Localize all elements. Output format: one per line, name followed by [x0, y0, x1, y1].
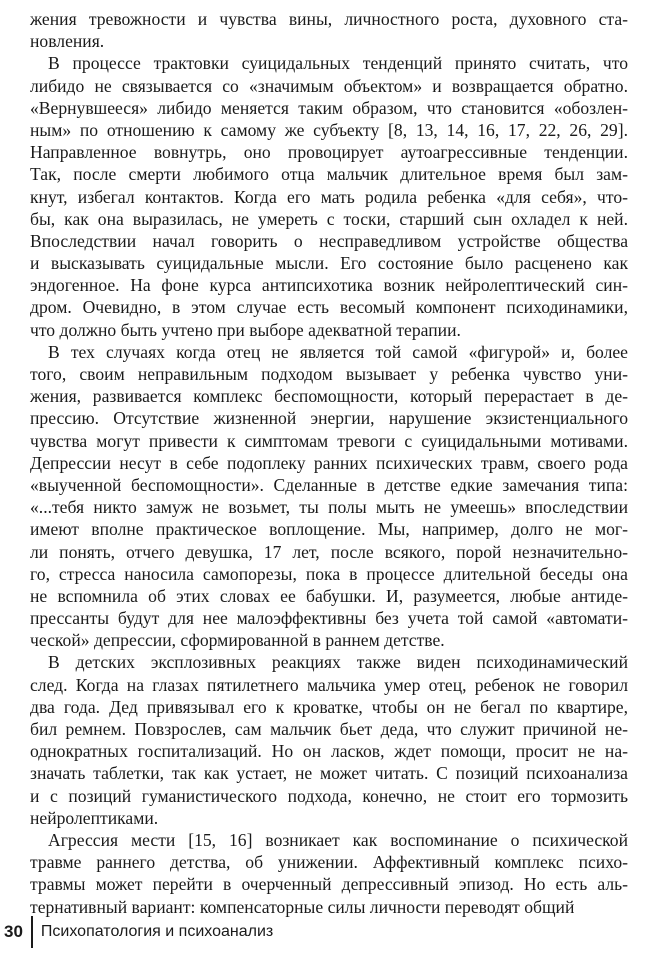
text-line: Агрессия мести [15, 16] возникает как воспоминание о психической	[48, 829, 628, 850]
text-line: бил ремнем. Повзрослев, сам мальчик бьет деда, что служит причиной не-	[30, 719, 628, 739]
running-title: Психопатология и психоанализ	[40, 923, 274, 940]
text-line: нейролептиками.	[30, 807, 159, 828]
text-line: В процессе трактовки суицидальных тенденций принято считать, что	[48, 53, 628, 74]
paragraph	[30, 651, 628, 829]
text-line: «выученной беспомощности». Сделанные в детстве едкие замечания типа:	[30, 474, 628, 495]
text-line: прессию. Отсутствие жизненной энергии, нарушение экзистенциального	[30, 408, 628, 429]
text-line: дром. Очевидно, в этом случае есть весомый компонент психодинамики,	[30, 297, 628, 318]
text-line: и высказывать суицидальные мысли. Его состояние было расценено как	[30, 253, 628, 274]
text-line: ли понять, отчего девушка, 17 лет, после всякого, порой незначительно-	[30, 541, 628, 562]
footer-divider	[31, 916, 33, 948]
text-line: либидо не связывается со «значимым объектом» и возвращается обратно.	[30, 75, 628, 96]
text-line: В тех случаях когда отец не является той самой «фигурой» и, более	[48, 341, 628, 362]
text-line: два года. Дед привязывал его к кроватке, чтобы он не бегал по квартире,	[30, 696, 628, 717]
text-line: след. Когда на глазах пятилетнего мальчика умер отец, ребенок не говорил	[30, 674, 628, 695]
text-line: того, своим неправильным подходом вызывает у ребенка чувство уни-	[30, 364, 628, 384]
text-line: кнут, избегал контактов. Когда его мать родила ребенка «для себя», что-	[30, 186, 628, 207]
text-line: «...тебя никто замуж не возьмет, ты полы мыть не умеешь» впоследствии	[30, 497, 628, 518]
text-line: не вспомнила об этих словах ее бабушки. И, разумеется, любые антиде-	[30, 585, 628, 606]
text-line: Впоследствии начал говорить о несправедливом устройстве общества	[30, 230, 628, 251]
text-line: чувства могут привести к симптомам тревоги с суицидальными мотивами.	[30, 430, 628, 451]
text-line: жения тревожности и чувства вины, личностного роста, духовного ста-	[30, 9, 628, 29]
text-line: что должно быть учтено при выборе адекватной терапии.	[30, 319, 461, 340]
text-line: В детских эксплозивных реакциях также виден психодинамический	[48, 652, 628, 673]
paragraph	[30, 829, 628, 918]
text-line: новления.	[30, 31, 105, 52]
paragraph	[30, 52, 628, 340]
text-line: травме раннего детства, об унижении. Аффективный комплекс психо-	[30, 852, 628, 873]
text-line: Депрессии несут в себе подоплеку ранних психических травм, своего рода	[30, 452, 628, 473]
paragraph	[30, 8, 628, 52]
text-line: «Вернувшееся» либидо меняется таким образом, что становится «обозлен-	[30, 97, 628, 118]
text-line: го, стресса наносила самопорезы, пока в процессе длительной беседы она	[30, 563, 628, 584]
text-line: жения, развивается комплекс беспомощности, который перерастает в де-	[30, 386, 628, 407]
text-line: и с позиций гуманистического подхода, конечно, не стоит его тормозить	[30, 785, 628, 806]
body-text	[30, 8, 628, 918]
text-line: однократных госпитализаций. Но он ласков, ждет помощи, просит не на-	[30, 741, 628, 762]
text-line: травмы может перейти в очерченный депрессивный эпизод. Но есть аль-	[30, 874, 628, 895]
text-line: бы, как она выразилась, не умереть с тоски, старший сын охладел к ней.	[30, 208, 628, 229]
text-line: тернативный вариант: компенсаторные силы личности переводят общий	[30, 896, 575, 917]
paragraph	[30, 341, 628, 652]
page-footer	[4, 915, 273, 949]
text-line: эндогенное. На фоне курса антипсихотика возник нейролептический син-	[30, 275, 628, 296]
page-number: 30	[4, 922, 23, 941]
text-line: прессанты будут для нее малоэффективны без учета той самой «автомати-	[30, 608, 628, 629]
text-line: ным» по отношению к самому же субъекту [8, 13, 14, 16, 17, 22, 26, 29].	[30, 119, 628, 140]
text-line: имеют вполне практическое воплощение. Мы, например, долго не мог-	[30, 519, 628, 540]
text-line: Так, после смерти любимого отца мальчик длительное время был зам-	[30, 164, 628, 185]
text-line: значать таблетки, так как устает, не может читать. С позиций психоанализа	[30, 763, 628, 784]
text-line: ческой» депрессии, сформированной в раннем детстве.	[30, 630, 445, 651]
text-line: Направленное вовнутрь, оно провоцирует аутоагрессивные тенденции.	[30, 142, 628, 163]
